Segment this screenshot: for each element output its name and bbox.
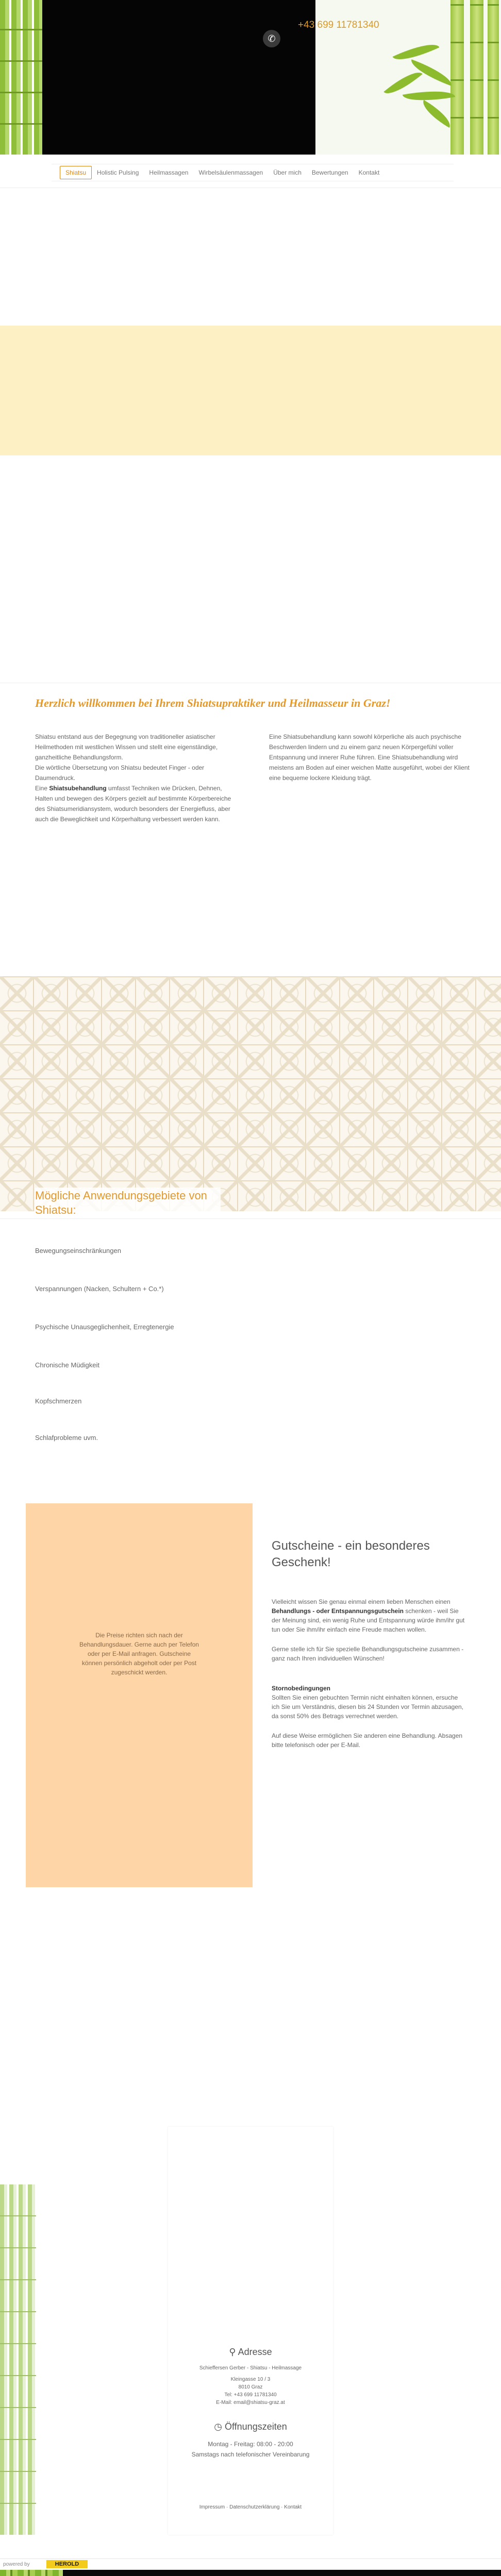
address-card [168, 2127, 333, 2535]
address-line: Schieffersen Gerber - Shiatsu - Heilmassage [199, 2365, 302, 2371]
hours-line: Samstags nach telefonischer Vereinbarung [191, 2451, 310, 2458]
voucher-bold: Behandlungs - oder Entspannungsgutschein [272, 1607, 404, 1615]
text-fragment: schenken - weil Sie der Meinung sind, ein wenig Ruhe und Entspannung würde ihm/ihr gut tun oder Sie ihm/ihr einfach eine Freude machen wollen. [272, 1607, 465, 1633]
hours-heading [168, 2421, 333, 2432]
hours-heading-label: Öffnungszeiten [224, 2421, 287, 2432]
nav-item-ueber-mich[interactable]: Über mich [273, 169, 302, 176]
areas-title: Mögliche Anwendungsgebiete von Shiatsu: [35, 1188, 221, 1218]
hero-image [42, 0, 315, 155]
main-navigation [52, 164, 454, 181]
address-heading [168, 2347, 333, 2358]
voucher-title: Gutscheine - ein besonderes Geschenk! [272, 1539, 430, 1569]
area-item: Bewegungseinschränkungen [35, 1247, 121, 1255]
map-marker-icon: ⚲ [229, 2347, 236, 2357]
voucher-paragraph [272, 1597, 467, 1634]
nav-item-wirbelsaeulenmassagen[interactable]: Wirbelsäulenmassagen [198, 169, 263, 176]
address-line[interactable]: E-Mail: email@shiatsu-graz.at [216, 2400, 285, 2405]
phone-number[interactable]: +43 699 11781340 [298, 20, 379, 30]
text-fragment: Vielleicht wissen Sie genau einmal einem lieben Menschen einen [272, 1598, 450, 1605]
welcome-title: Herzlich willkommen bei Ihrem Shiatsupraktiker und Heilmasseur in Graz! [35, 697, 391, 709]
bamboo-image-left [0, 0, 42, 155]
footer-image [63, 2570, 501, 2576]
address-line: 8010 Graz [238, 2384, 263, 2390]
voucher-paragraph: Gerne stelle ich für Sie spezielle Behandlungsgutscheine zusammen - ganz nach Ihren individuellen Wünschen! [272, 1646, 464, 1662]
address-line[interactable]: Tel: +43 699 11781340 [224, 2392, 277, 2398]
bamboo-image-left [0, 2184, 36, 2535]
hours-line: Montag - Freitag: 08:00 - 20:00 [208, 2441, 293, 2448]
area-item: Verspannungen (Nacken, Schultern + Co.*) [35, 1285, 164, 1293]
shiatsubehandlung-bold: Shiatsubehandlung [49, 785, 107, 792]
welcome-paragraph: Eine Shiatsubehandlung kann sowohl körperliche als auch psychische Beschwerden lindern und zu einem ganz neuen Körpergefühl voller Entspannung und innerer Ruhe führen. Eine Shiatsubehandlung wird meistens am Boden auf einer weichen Matte ausgeführt, wobei der Klient eine bequeme lockere Kleidung trägt. [269, 733, 470, 782]
bamboo-image-footer [0, 2570, 63, 2576]
footer-links[interactable]: Impressum · Datenschutzerklärung · Kontakt [199, 2504, 302, 2510]
voucher-text [272, 1597, 467, 1760]
powered-by-label: powered by [3, 2562, 30, 2567]
clock-icon: ◷ [214, 2421, 222, 2432]
area-item: Chronische Müdigkeit [35, 1361, 100, 1369]
welcome-paragraph [35, 783, 236, 824]
yellow-banner [0, 326, 501, 455]
nav-item-kontakt[interactable]: Kontakt [358, 169, 380, 176]
voucher-price-note: Die Preise richten sich nach der Behandlungsdauer. Gerne auch per Telefon oder per E-Mail anfragen. Gutscheine können persönlich abgeholt oder per Post zugeschickt werden. [79, 1632, 199, 1676]
voucher-paragraph [272, 1684, 467, 1721]
herold-logo[interactable]: HEROLD [46, 2560, 88, 2568]
welcome-text-right [269, 732, 470, 783]
site-header [0, 0, 501, 155]
text-fragment: umfasst Techniken wie Drücken, Dehnen, Halten und bewegen des Körpers gezielt auf bestimmte Körperbereiche des Shiatsumeridiansystem, wodurch besonders der Energiefluss, aber auch die Beweglichkeit und Körperhaltung verbessert werden kann. [35, 785, 231, 823]
text-fragment: Eine [35, 785, 49, 792]
voucher-price-box [26, 1503, 253, 1887]
voucher-paragraph: Auf diese Weise ermöglichen Sie anderen eine Behandlung. Absagen bitte telefonisch oder per E-Mail. [272, 1732, 463, 1749]
nav-item-bewertungen[interactable]: Bewertungen [311, 169, 348, 176]
area-item: Psychische Unausgeglichenheit, Erregtenergie [35, 1323, 174, 1331]
nav-item-holistic-pulsing[interactable]: Holistic Pulsing [97, 169, 139, 176]
decorative-pattern [0, 976, 501, 1211]
conditions-text: Sollten Sie einen gebuchten Termin nicht einhalten können, ersuche ich Sie um Verständnis, diesen bis 24 Stunden vor Termin abzusagen, da sonst 50% des Betrags verrechnet werden. [272, 1694, 463, 1720]
welcome-text-left [35, 732, 236, 824]
phone-icon[interactable]: ✆ [263, 30, 280, 47]
welcome-paragraph: Die wörtliche Übersetzung von Shiatsu bedeutet Finger - oder Daumendruck. [35, 764, 205, 782]
address-heading-label: Adresse [238, 2347, 272, 2357]
welcome-paragraph: Shiatsu entstand aus der Begegnung von traditioneller asiatischer Heilmethoden mit westlichen Wissen und stellt eine eigenständige, ganzheitliche Behandlungsform. [35, 733, 218, 761]
divider [0, 1218, 501, 1219]
area-item: Kopfschmerzen [35, 1397, 82, 1405]
nav-item-shiatsu[interactable]: Shiatsu [60, 166, 92, 179]
address-line: Kleingasse 10 / 3 [230, 2377, 271, 2382]
conditions-title: Stornobedingungen [272, 1685, 330, 1692]
nav-item-heilmassagen[interactable]: Heilmassagen [149, 169, 189, 176]
area-item: Schlafprobleme uvm. [35, 1434, 98, 1442]
